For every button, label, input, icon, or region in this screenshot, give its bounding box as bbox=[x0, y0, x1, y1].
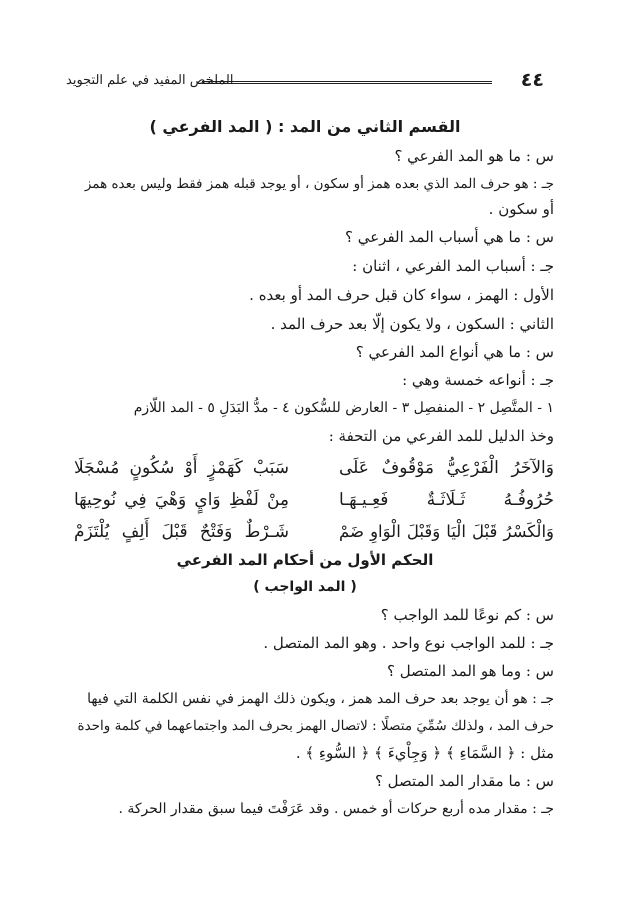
text-line: س : ما هي أسباب المد الفرعي ؟ bbox=[344, 228, 554, 246]
verse-second-hemistich: شَـرْطٌ وَفَتْحٌ قَبْلَ أَلِفٍ يُلْتَزَمْ bbox=[74, 522, 289, 542]
text-line: مثل : ﴿ السَّمَاءِ ﴾ ﴿ وَجِاْيءَ ﴾ ﴿ السُّوءِ ﴾ . bbox=[295, 744, 554, 762]
verse-second-hemistich: سَبَبْ كَهَمْزٍ أَوْ سُكُونٍ مُسْجَلَا bbox=[74, 458, 289, 478]
text-line: جـ : أسباب المد الفرعي ، اثنان : bbox=[352, 257, 554, 275]
text-line: أو سكون . bbox=[488, 200, 554, 218]
text-line: حرف المد ، ولذلك سُمِّيَ متصلًا : لاتصال الهمز بحرف المد واجتماعهما في كلمة واحدة bbox=[77, 718, 554, 734]
verse-first-hemistich: وَالآخَرُ الْفَرْعِيُّ مَوْقُوفٌ عَلَى bbox=[339, 458, 554, 478]
text-line: جـ : هو أن يوجد بعد حرف المد همز ، ويكون ذلك الهمز في نفس الكلمة التي فيها bbox=[87, 691, 554, 707]
ruling-title: الحكم الأول من أحكام المد الفرعي bbox=[176, 551, 434, 569]
text-line: س : ما هي أنواع المد الفرعي ؟ bbox=[355, 343, 554, 361]
text-line: س : وما هو المد المتصل ؟ bbox=[386, 662, 554, 680]
page-number: ٤٤ bbox=[520, 69, 544, 91]
text-line: س : ما هو المد الفرعي ؟ bbox=[394, 147, 554, 165]
ruling-subtitle: ( المد الواجب ) bbox=[253, 579, 357, 595]
running-title: الملخص المفيد في علم التجويد bbox=[66, 73, 234, 88]
section-title: القسم الثاني من المد : ( المد الفرعي ) bbox=[149, 117, 461, 136]
verse-first-hemistich: وَالْكَسْرُ قَبْلَ الْيَا وَقَبْلَ الْوَاوِ ضَمْ bbox=[339, 522, 554, 541]
text-line: ١ - المتَّصِل ٢ - المنفصِل ٣ - العارض للسُّكون ٤ - مدُّ البَدَلِ ٥ - المد اللّازم bbox=[133, 400, 554, 416]
text-line: الأول : الهمز ، سواء كان قبل حرف المد أو بعده . bbox=[249, 286, 554, 304]
running-header bbox=[66, 66, 544, 96]
text-line: الثاني : السكون ، ولا يكون إلّا بعد حرف المد . bbox=[270, 315, 554, 333]
text-line: جـ : مقدار مده أربع حركات أو خمس . وقد عَرَفْتَ فيما سبق مقدار الحركة . bbox=[118, 801, 554, 817]
verse-row bbox=[74, 452, 554, 486]
text-line: س : كم نوعًا للمد الواجب ؟ bbox=[380, 606, 554, 624]
verse-second-hemistich: مِنْ لَفْظِ وَايٍ وَهْيَ فِي نُوحِيهَا bbox=[74, 490, 289, 510]
verse-row bbox=[74, 484, 554, 518]
verse-row bbox=[74, 516, 554, 550]
text-line: س : ما مقدار المد المتصل ؟ bbox=[374, 772, 554, 790]
verse-first-hemistich: حُرُوفُـهُ ثَـلَاثَـةٌ فَعِـيـهَـا bbox=[339, 490, 554, 510]
text-line: جـ : للمد الواجب نوع واحد . وهو المد المتصل . bbox=[263, 634, 554, 652]
text-line: جـ : أنواعه خمسة وهي : bbox=[402, 371, 554, 389]
text-line: جـ : هو حرف المد الذي بعده همز أو سكون ، أو يوجد قبله همز فقط وليس بعده همز bbox=[84, 176, 554, 192]
text-line: وخذ الدليل للمد الفرعي من التحفة : bbox=[328, 427, 554, 445]
header-rule bbox=[202, 81, 492, 84]
